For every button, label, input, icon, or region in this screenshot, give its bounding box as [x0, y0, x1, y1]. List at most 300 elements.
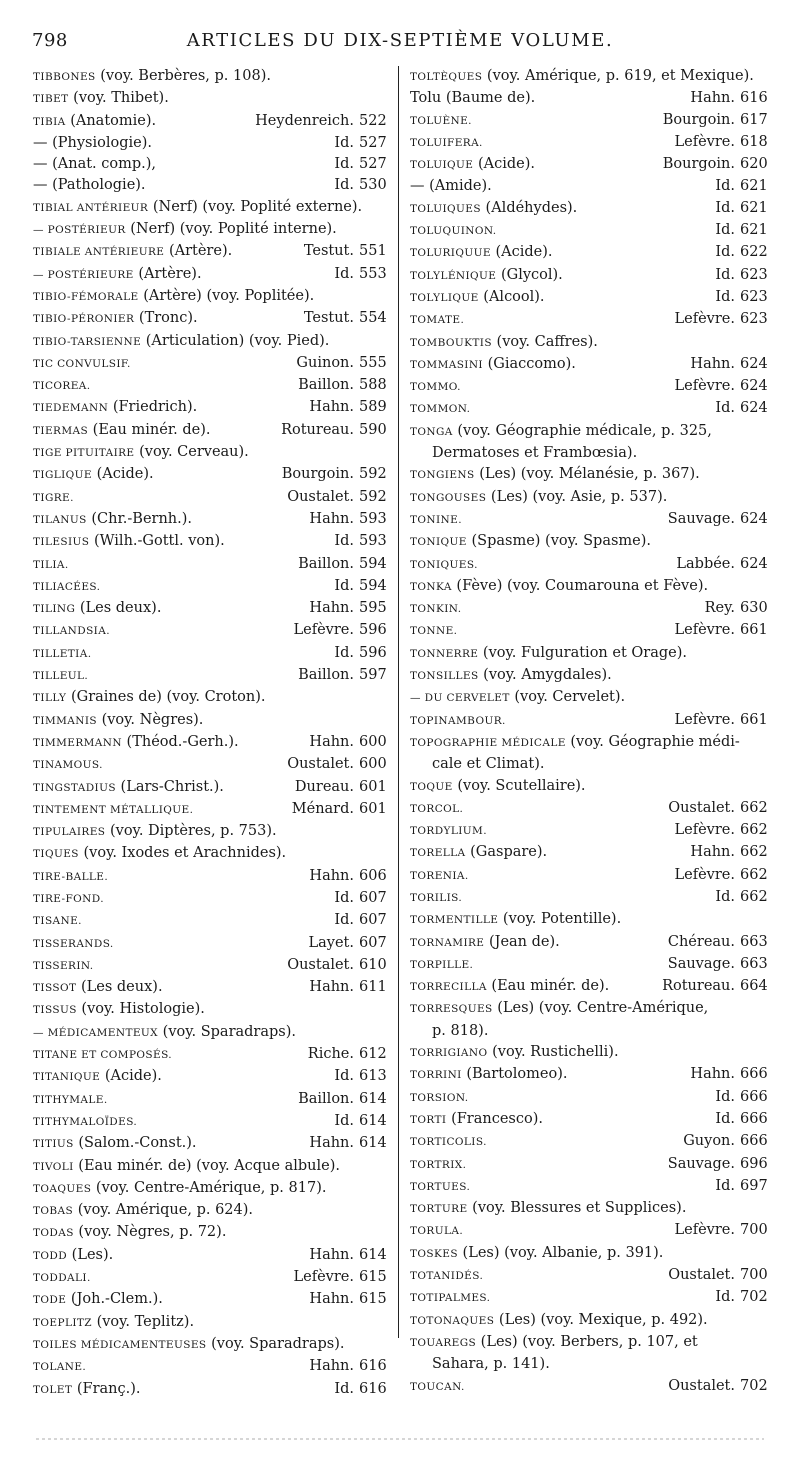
entry-headword: TILLEUL.	[33, 670, 89, 683]
index-entry	[33, 286, 385, 308]
entry-line	[33, 1044, 385, 1066]
entry-text	[410, 665, 766, 687]
entry-description: (voy. Teplitz).	[91, 1313, 195, 1330]
entry-text	[33, 1111, 328, 1133]
index-entry	[33, 308, 385, 330]
entry-line	[33, 353, 385, 375]
entry-author: Oustalet.	[668, 1377, 735, 1394]
entry-author: Baillon.	[298, 555, 354, 572]
entry-page-number: 594	[359, 577, 387, 594]
index-entry	[33, 353, 385, 375]
entry-headword: TITIUS	[33, 1138, 74, 1151]
entry-text	[410, 376, 669, 398]
entry-headword: TONINE.	[410, 513, 462, 526]
column-divider	[398, 66, 399, 1338]
entry-description: (Lars-Christ.).	[115, 778, 224, 795]
entry-headword: TORMENTILLE	[410, 914, 499, 927]
index-entry	[33, 1222, 385, 1244]
entry-author: Id.	[334, 1380, 354, 1397]
index-entry	[33, 197, 385, 219]
index-entry	[33, 687, 385, 709]
entry-description: (voy. Cervelet).	[509, 689, 626, 706]
entry-text	[33, 999, 385, 1021]
entry-headword: TOLYLIQUE	[410, 291, 479, 304]
entry-headword: TIRE-FOND.	[33, 892, 104, 905]
entry-headword: TODE	[33, 1294, 67, 1307]
entry-text	[410, 954, 662, 976]
index-entry	[410, 1243, 766, 1265]
entry-headword: TIRE-BALLE.	[33, 870, 109, 883]
entry-author: Hahn.	[690, 1066, 735, 1083]
entry-line	[33, 66, 385, 88]
entry-line	[33, 308, 385, 330]
entry-line	[33, 219, 385, 241]
entry-line	[33, 1312, 385, 1334]
entry-headword: TILANUS	[33, 513, 87, 526]
entry-author: Hahn.	[309, 1291, 354, 1308]
entry-description: (voy. Fulguration et Orage).	[478, 644, 687, 661]
entry-line	[410, 1287, 766, 1309]
entry-line	[33, 999, 385, 1021]
entry-line	[410, 842, 766, 864]
index-entry	[410, 1287, 766, 1309]
entry-author: Oustalet.	[668, 1267, 735, 1284]
index-entry	[410, 1109, 766, 1131]
entry-text	[410, 198, 709, 220]
page-number: 798	[32, 30, 68, 51]
entry-text	[33, 286, 385, 308]
entry-text	[33, 665, 292, 687]
entry-description: (voy. Nègres, p. 72).	[73, 1224, 227, 1241]
entry-line	[410, 398, 766, 420]
index-entry	[410, 687, 766, 709]
entry-author: Lefèvre.	[293, 1269, 354, 1286]
entry-headword: TISSERANDS.	[33, 937, 114, 950]
index-entry	[410, 332, 766, 354]
index-entry	[410, 354, 766, 376]
entry-page-number: 527	[359, 134, 387, 151]
entry-description: (Acide).	[473, 156, 535, 173]
index-entry	[33, 1089, 385, 1111]
entry-headword: TONIQUE	[410, 536, 467, 549]
entry-headword: TORRECILLA	[410, 981, 487, 994]
index-entry	[410, 1131, 766, 1153]
entry-text	[33, 754, 281, 776]
entry-author: Lefèvre.	[674, 866, 735, 883]
entry-author: Baillon.	[298, 1090, 354, 1107]
entry-author: Bourgoin.	[662, 111, 735, 128]
entry-line	[33, 888, 385, 910]
index-entry	[33, 1289, 385, 1311]
entry-line	[33, 1066, 385, 1088]
index-entry	[33, 1022, 385, 1044]
entry-page-number: 700	[740, 1267, 768, 1284]
entry-description: (Acide).	[91, 466, 154, 483]
entry-line	[33, 620, 385, 642]
index-entry	[33, 264, 385, 286]
entry-description: (Bartolomeo).	[461, 1066, 568, 1083]
entry-line	[410, 754, 766, 775]
entry-headword: TORTICOLIS.	[410, 1136, 487, 1149]
entry-page-number: 621	[740, 178, 768, 195]
index-entry	[33, 111, 385, 133]
entry-author: Id.	[334, 912, 354, 929]
entry-page-number: 607	[359, 889, 387, 906]
entry-page-number: 614	[359, 1112, 387, 1129]
index-entry	[33, 219, 385, 241]
entry-text	[410, 265, 709, 287]
entry-line	[33, 241, 385, 263]
entry-line	[33, 554, 385, 576]
entry-text	[410, 220, 709, 242]
entry-description: (voy. Blessures et Supplices).	[467, 1200, 687, 1217]
entry-page-number: 554	[359, 310, 387, 327]
index-entry	[33, 665, 385, 687]
entry-line	[33, 487, 385, 509]
entry-text	[33, 397, 303, 419]
entry-line	[33, 643, 385, 665]
entry-text	[33, 197, 385, 219]
entry-headword: TONNE.	[410, 625, 458, 638]
entry-description: Dermatoses et Frambœsia).	[432, 445, 638, 462]
entry-text	[410, 1021, 766, 1042]
entry-text	[33, 1178, 385, 1200]
index-entry	[33, 843, 385, 865]
index-entry	[410, 710, 766, 732]
index-entry	[33, 88, 385, 110]
entry-line	[410, 176, 766, 197]
entry-line	[33, 1156, 385, 1178]
entry-page-number: 613	[359, 1068, 387, 1085]
entry-line	[410, 1332, 766, 1354]
entry-description: (Eau minér. de).	[486, 978, 610, 995]
entry-description: (voy. Thibet).	[68, 90, 169, 107]
index-entry	[33, 799, 385, 821]
entry-text	[33, 955, 281, 977]
index-entry	[33, 999, 385, 1021]
entry-line	[33, 732, 385, 754]
entry-description: (Les) (voy. Albanie, p. 391).	[457, 1244, 664, 1261]
entry-headword: TORULA.	[410, 1225, 464, 1238]
entry-line	[33, 464, 385, 486]
entry-author: Id.	[715, 222, 735, 239]
entry-text	[410, 88, 684, 109]
entry-page-number: 621	[740, 199, 768, 216]
entry-headword: TOUCAN.	[410, 1380, 465, 1393]
index-entry	[33, 397, 385, 419]
entry-text	[33, 1245, 303, 1267]
entry-line	[33, 799, 385, 821]
entry-page-number: 630	[740, 600, 768, 617]
entry-headword: TORRINI	[410, 1069, 462, 1082]
entry-page-number: 662	[740, 888, 768, 905]
entry-text	[410, 842, 684, 864]
entry-line	[410, 620, 766, 642]
entry-line	[410, 1176, 766, 1198]
entry-headword: TONIQUES.	[410, 558, 478, 571]
entry-line	[410, 509, 766, 531]
entry-line	[410, 932, 766, 954]
entry-description: (voy. Sparadraps).	[206, 1335, 345, 1352]
index-entry	[33, 955, 385, 977]
entry-headword: TITANE ET COMPOSÉS.	[33, 1049, 173, 1062]
entry-line	[410, 1376, 766, 1398]
entry-text	[410, 598, 699, 620]
index-entry	[33, 133, 385, 154]
entry-text	[410, 1354, 766, 1375]
index-entry	[410, 176, 766, 197]
entry-page-number: 663	[740, 955, 768, 972]
entry-line	[410, 798, 766, 820]
index-entry	[33, 1379, 385, 1401]
entry-text	[410, 1376, 662, 1398]
entry-line	[410, 598, 766, 620]
entry-headword: TIC CONVULSIF.	[33, 357, 131, 370]
entry-author: Testut.	[303, 243, 354, 260]
entry-headword: TIBET	[33, 93, 69, 106]
entry-description: (Spasme) (voy. Spasme).	[466, 533, 651, 550]
entry-line	[410, 1064, 766, 1086]
index-entry	[410, 554, 766, 576]
entry-page-number: 615	[359, 1269, 387, 1286]
entry-description: (voy. Caffres).	[491, 333, 598, 350]
entry-text	[410, 176, 709, 197]
entry-text	[410, 1332, 766, 1354]
entry-headword: TILIA.	[33, 558, 69, 571]
entry-line	[33, 1379, 385, 1401]
entry-author: Id.	[334, 1068, 354, 1085]
entry-page-number: 621	[740, 222, 768, 239]
entry-description: (Gaspare).	[465, 844, 548, 861]
entry-line	[410, 1087, 766, 1109]
entry-description: (Francesco).	[446, 1110, 543, 1127]
entry-author: Bourgoin.	[662, 156, 735, 173]
entry-page-number: 614	[359, 1090, 387, 1107]
index-entry	[33, 464, 385, 486]
index-entry	[33, 154, 385, 175]
entry-author: Hahn.	[309, 1135, 354, 1152]
entry-text	[410, 332, 766, 354]
entry-headword: TITHYMALE.	[33, 1093, 108, 1106]
entry-text	[33, 643, 328, 665]
entry-line	[33, 175, 385, 196]
entry-headword: TORILIS.	[410, 891, 463, 904]
index-entry	[410, 798, 766, 820]
entry-line	[410, 464, 766, 486]
index-entry	[410, 265, 766, 287]
entry-text	[33, 509, 303, 531]
entry-line	[33, 955, 385, 977]
entry-headword: TISSUS	[33, 1004, 77, 1017]
entry-description: Sahara, p. 141).	[432, 1356, 550, 1373]
entry-description: (Nerf) (voy. Poplité externe).	[148, 198, 363, 215]
entry-page-number: 600	[359, 733, 387, 750]
entry-headword: TORTUES.	[410, 1180, 471, 1193]
entry-text	[33, 576, 328, 598]
entry-line	[33, 1356, 385, 1378]
index-entry	[410, 376, 766, 398]
entry-text	[410, 887, 709, 909]
entry-line	[410, 1265, 766, 1287]
entry-author: Hahn.	[690, 844, 735, 861]
index-entry	[410, 66, 766, 88]
entry-page-number: 612	[359, 1046, 387, 1063]
entry-author: Heydenreich.	[255, 112, 354, 129]
entry-description: (Joh.-Clem.).	[66, 1291, 163, 1308]
entry-page-number: 589	[359, 399, 387, 416]
entry-page-number: 596	[359, 622, 387, 639]
entry-page-number: 610	[359, 956, 387, 973]
entry-headword: TOMBOUKTIS	[410, 336, 492, 349]
entry-description: (Artère).	[164, 243, 233, 260]
entry-description: (voy. Géographie médi-	[565, 733, 740, 750]
entry-headword: TOQUE	[410, 780, 453, 793]
entry-headword: TIGE PITUITAIRE	[33, 447, 135, 460]
index-entry	[33, 732, 385, 754]
entry-author: Ménard.	[291, 800, 354, 817]
entry-headword: TOSKES	[410, 1247, 458, 1260]
entry-line	[410, 220, 766, 242]
entry-headword: TIEDEMANN	[33, 402, 109, 415]
entry-description: (voy. Rustichelli).	[487, 1044, 619, 1061]
index-entry	[410, 932, 766, 954]
entry-author: Lefèvre.	[293, 622, 354, 639]
entry-author: Rotureau.	[662, 978, 735, 995]
entry-author: Id.	[715, 288, 735, 305]
entry-text	[410, 1131, 677, 1153]
entry-text	[33, 598, 303, 620]
entry-line	[33, 397, 385, 419]
index-entry	[33, 1178, 385, 1200]
entry-page-number: 623	[740, 266, 768, 283]
entry-author: Baillon.	[298, 377, 354, 394]
entry-text	[33, 111, 249, 133]
entry-author: Hahn.	[309, 510, 354, 527]
entry-text	[410, 354, 684, 376]
index-entry	[410, 887, 766, 909]
entry-description: (Glycol).	[496, 266, 563, 283]
entry-description: (Aldéhydes).	[480, 199, 578, 216]
entry-text	[410, 1220, 669, 1242]
entry-line	[33, 1111, 385, 1133]
index-entry	[410, 242, 766, 264]
entry-page-number: 590	[359, 421, 387, 438]
entry-headword: TODD	[33, 1249, 68, 1262]
entry-author: Hahn.	[309, 1246, 354, 1263]
index-entry	[33, 1044, 385, 1066]
entry-text	[33, 799, 286, 821]
entry-text	[410, 487, 766, 509]
entry-description: (Théod.-Gerh.).	[121, 733, 239, 750]
index-entry	[33, 175, 385, 196]
index-entry	[410, 1310, 766, 1332]
entry-headword: TONKIN.	[410, 603, 462, 616]
entry-text	[410, 1198, 766, 1220]
index-entry	[410, 1332, 766, 1376]
entry-text	[33, 710, 385, 732]
entry-text	[410, 421, 766, 443]
entry-headword: TONGA	[410, 425, 453, 438]
entry-line	[33, 442, 385, 464]
entry-author: Lefèvre.	[674, 1222, 735, 1239]
entry-line	[410, 1109, 766, 1131]
entry-line	[410, 198, 766, 220]
entry-description: (Alcool).	[478, 288, 545, 305]
entry-page-number: 663	[740, 933, 768, 950]
entry-headword: TORCOL.	[410, 802, 464, 815]
entry-text	[410, 1087, 709, 1109]
entry-text	[410, 309, 669, 331]
entry-line	[410, 776, 766, 798]
entry-text	[410, 776, 766, 798]
entry-line	[410, 576, 766, 598]
entry-line	[410, 1198, 766, 1220]
index-entry	[410, 732, 766, 776]
entry-text	[33, 866, 303, 888]
entry-text	[410, 1064, 684, 1086]
index-entry	[410, 776, 766, 798]
index-entry	[33, 554, 385, 576]
entry-line	[33, 598, 385, 620]
entry-line	[33, 576, 385, 598]
entry-description: — (Anat. comp.),	[33, 156, 157, 173]
entry-page-number: 662	[740, 844, 768, 861]
index-entry	[410, 1064, 766, 1086]
entry-author: Id.	[715, 1110, 735, 1127]
index-entry	[33, 1066, 385, 1088]
entry-text	[410, 754, 766, 775]
entry-headword: TILLANDSIA.	[33, 625, 110, 638]
entry-text	[33, 241, 298, 263]
entry-page-number: 620	[740, 156, 768, 173]
entry-headword: TIGRE.	[33, 491, 74, 504]
entry-line	[410, 88, 766, 109]
index-entry	[33, 866, 385, 888]
entry-text	[410, 798, 662, 820]
index-entry	[33, 576, 385, 598]
index-entry	[410, 909, 766, 931]
entry-text	[410, 1287, 709, 1309]
entry-text	[33, 420, 275, 442]
entry-page-number: 662	[740, 799, 768, 816]
entry-description: (voy. Histologie).	[76, 1001, 205, 1018]
left-column	[33, 66, 385, 1401]
entry-description: Tolu (Baume de).	[410, 90, 536, 107]
entry-page-number: 601	[359, 800, 387, 817]
entry-text	[33, 487, 281, 509]
entry-author: Rey.	[704, 600, 735, 617]
entry-text	[33, 888, 328, 910]
entry-description: (voy. Diptères, p. 753).	[105, 823, 277, 840]
entry-author: Id.	[715, 266, 735, 283]
index-entry	[33, 777, 385, 799]
entry-author: Id.	[715, 178, 735, 195]
entry-headword: TIGLIQUE	[33, 469, 92, 482]
entry-description: (Graines de) (voy. Croton).	[66, 689, 266, 706]
entry-page-number: 661	[740, 622, 768, 639]
entry-description: (Les deux).	[75, 600, 162, 617]
entry-description: (Les) (voy. Berbers, p. 107, et	[476, 1333, 698, 1350]
entry-line	[33, 509, 385, 531]
entry-headword: TOLET	[33, 1383, 73, 1396]
entry-line	[33, 111, 385, 133]
entry-description: (Artère).	[133, 265, 202, 282]
entry-text	[33, 910, 328, 932]
index-entry	[410, 309, 766, 331]
entry-line	[33, 375, 385, 397]
entry-text	[410, 1243, 766, 1265]
index-entry	[33, 910, 385, 932]
